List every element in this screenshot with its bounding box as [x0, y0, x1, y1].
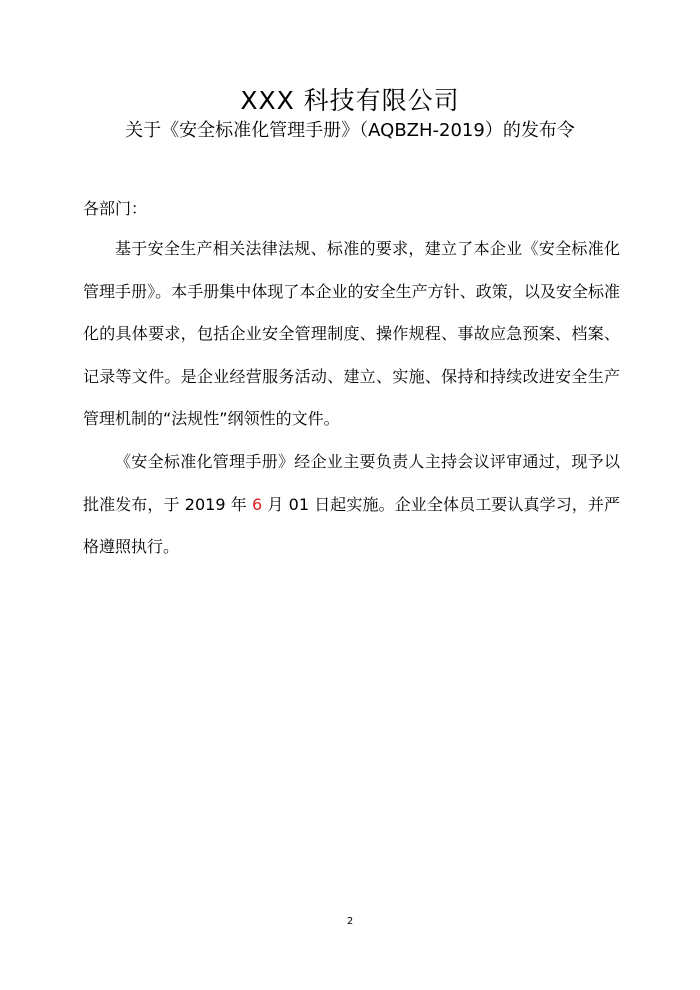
paragraph-2-text-end: 月 01 日起实施。企业全体员工要认真学习，并严格遵照执行。: [83, 494, 620, 556]
company-title: XXX 科技有限公司: [240, 86, 460, 115]
salutation: 各部门：: [83, 199, 148, 218]
page-number: 2: [346, 916, 354, 927]
body-paragraph-1: 基于安全生产相关法律法规、标准的要求，建立了本企业《安全标准化管理手册》。本手册集中体现了本企业的安全生产方针、政策，以及安全标准化的具体要求，包括企业安全管理制度、操作规程、事故应急预案、档案、记录等文件。是企业经营服务活动、建立、实施、保持和持续改进安全生产管理机制的“法规性”纲领性的文件。: [83, 239, 620, 428]
effective-month-value: 6: [251, 494, 263, 514]
body-paragraph-2: [83, 441, 620, 569]
paragraph-2-text-start: 《安全标准化管理手册》经企业主要负责人主持会议评审通过，现予以批准发布，于 2019 年: [83, 452, 620, 514]
notice-subtitle: 关于《安全标准化管理手册》（AQBZH-2019）的发布令: [125, 120, 575, 141]
